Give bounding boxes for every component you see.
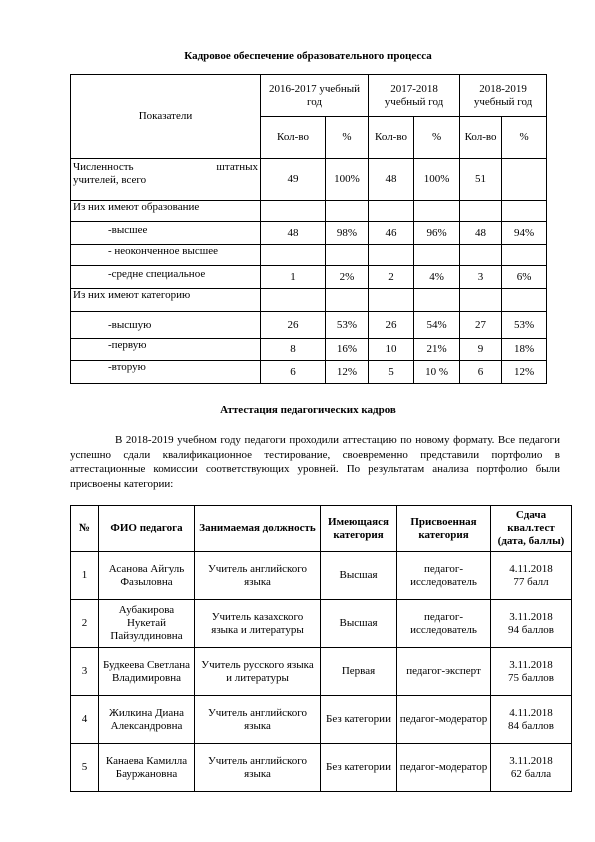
attestation-paragraph [70,433,560,491]
cell-test: 4.11.2018 77 балл [491,552,572,600]
header-assigned-category: Присвоенная категория [397,506,491,552]
cell-num: 2 [71,600,99,648]
attestation-table [70,505,572,792]
cell: 27 [460,312,502,339]
cell: 10 % [414,361,460,384]
cell-name: Асанова Айгуль Фазыловна [99,552,195,600]
cell-current: Первая [321,648,397,696]
header-pct: % [502,117,547,159]
header-year-2017: 2017-2018 учебный год [369,75,460,117]
cell-test: 3.11.2018 75 баллов [491,648,572,696]
cell: 12% [502,361,547,384]
header-num: № [71,506,99,552]
cell: 96% [414,222,460,245]
cell [369,289,414,312]
staff-table [70,74,547,384]
header-current-category: Имеющаяся категория [321,506,397,552]
header-name: ФИО педагога [99,506,195,552]
table-row [71,312,547,339]
cell: 46 [369,222,414,245]
cell: 6 [460,361,502,384]
cell [414,245,460,266]
cell [414,201,460,222]
cell: 49 [261,159,326,201]
header-qty: Кол-во [460,117,502,159]
table-row [71,245,547,266]
header-test: Сдача квал.тест (дата, баллы) [491,506,572,552]
table-row [71,600,572,648]
table-row [71,648,572,696]
header-pct: % [326,117,369,159]
cell: 94% [502,222,547,245]
cell: 26 [369,312,414,339]
table-row [71,159,547,201]
cell: 18% [502,339,547,361]
cell [502,289,547,312]
cell: 53% [326,312,369,339]
cell: 8 [261,339,326,361]
cell-position: Учитель английского языка [195,744,321,792]
table-row [71,552,572,600]
header-qty: Кол-во [369,117,414,159]
table-row [71,361,547,384]
cell-current: Без категории [321,696,397,744]
cell [326,201,369,222]
header-pct: % [414,117,460,159]
table-row [71,266,547,289]
cell [261,245,326,266]
cell: 51 [460,159,502,201]
cell: 16% [326,339,369,361]
cell-current: Без категории [321,744,397,792]
row-label-first: -первую [71,339,261,361]
cell: 4% [414,266,460,289]
header-year-2018: 2018-2019 учебный год [460,75,547,117]
cell-num: 4 [71,696,99,744]
cell [502,245,547,266]
cell: 100% [414,159,460,201]
row-label-education: Из них имеют образование [71,201,261,222]
table-row [71,744,572,792]
cell-current: Высшая [321,552,397,600]
cell: 26 [261,312,326,339]
cell-name: Канаева Камилла Бауржановна [99,744,195,792]
cell-test: 3.11.2018 62 балла [491,744,572,792]
table-row [71,339,547,361]
table-header-row [71,506,572,552]
cell-position: Учитель английского языка [195,552,321,600]
cell: 10 [369,339,414,361]
cell: 1 [261,266,326,289]
cell-current: Высшая [321,600,397,648]
cell [502,159,547,201]
cell-test: 4.11.2018 84 баллов [491,696,572,744]
cell: 6% [502,266,547,289]
cell-assigned: педагог-модератор [397,696,491,744]
cell: 3 [460,266,502,289]
cell: 48 [460,222,502,245]
table-row [71,201,547,222]
cell-assigned: педагог-исследователь [397,552,491,600]
cell-position: Учитель английского языка [195,696,321,744]
cell [261,201,326,222]
header-indicators: Показатели [71,75,261,159]
table-header-row [71,75,547,117]
cell: 21% [414,339,460,361]
cell-name: Жилкина Диана Александровна [99,696,195,744]
cell: 98% [326,222,369,245]
row-label-vocational: -средне специальное [71,266,261,289]
row-label-higher: -высшее [71,222,261,245]
staff-table-title: Кадровое обеспечение образовательного процесса [184,50,432,62]
table-row [71,222,547,245]
cell: 2% [326,266,369,289]
cell-num: 1 [71,552,99,600]
paragraph-text: В 2018-2019 учебном году педагоги проходили аттестацию по новому формату. Все педагоги успешно сдали квалификационное тестирование, своевременно представили портфолио в аттестационные комиссии соответствующих уровней. По результатам анализа портфолио были присвоены категории: [70,434,560,490]
cell: 2 [369,266,414,289]
cell: 9 [460,339,502,361]
cell-num: 3 [71,648,99,696]
attestation-title: Аттестация педагогических кадров [220,404,396,416]
table-row [71,696,572,744]
cell-assigned: педагог-модератор [397,744,491,792]
cell: 48 [369,159,414,201]
row-label-second: -вторую [71,361,261,384]
cell: 54% [414,312,460,339]
row-label-total: Численность штатных учителей, всего [71,159,261,201]
cell-name: Будкеева Светлана Владимировна [99,648,195,696]
cell-num: 5 [71,744,99,792]
cell-assigned: педагог-эксперт [397,648,491,696]
cell: 12% [326,361,369,384]
row-label-incomplete: - неоконченное высшее [71,245,261,266]
cell: 6 [261,361,326,384]
header-qty: Кол-во [261,117,326,159]
cell [326,245,369,266]
cell [460,289,502,312]
cell [369,245,414,266]
cell [460,201,502,222]
cell-position: Учитель казахского языка и литературы [195,600,321,648]
row-label-highest: -высшую [71,312,261,339]
cell [502,201,547,222]
cell [261,289,326,312]
row-label-category: Из них имеют категорию [71,289,261,312]
cell: 48 [261,222,326,245]
table-row [71,289,547,312]
cell [369,201,414,222]
cell-position: Учитель русского языка и литературы [195,648,321,696]
header-year-2016: 2016-2017 учебный год [261,75,369,117]
cell: 100% [326,159,369,201]
cell: 5 [369,361,414,384]
header-position: Занимаемая должность [195,506,321,552]
cell [326,289,369,312]
cell [460,245,502,266]
cell-test: 3.11.2018 94 баллов [491,600,572,648]
cell-assigned: педагог-исследователь [397,600,491,648]
cell: 53% [502,312,547,339]
cell-name: Аубакирова Нукетай Пайзулдиновна [99,600,195,648]
cell [414,289,460,312]
